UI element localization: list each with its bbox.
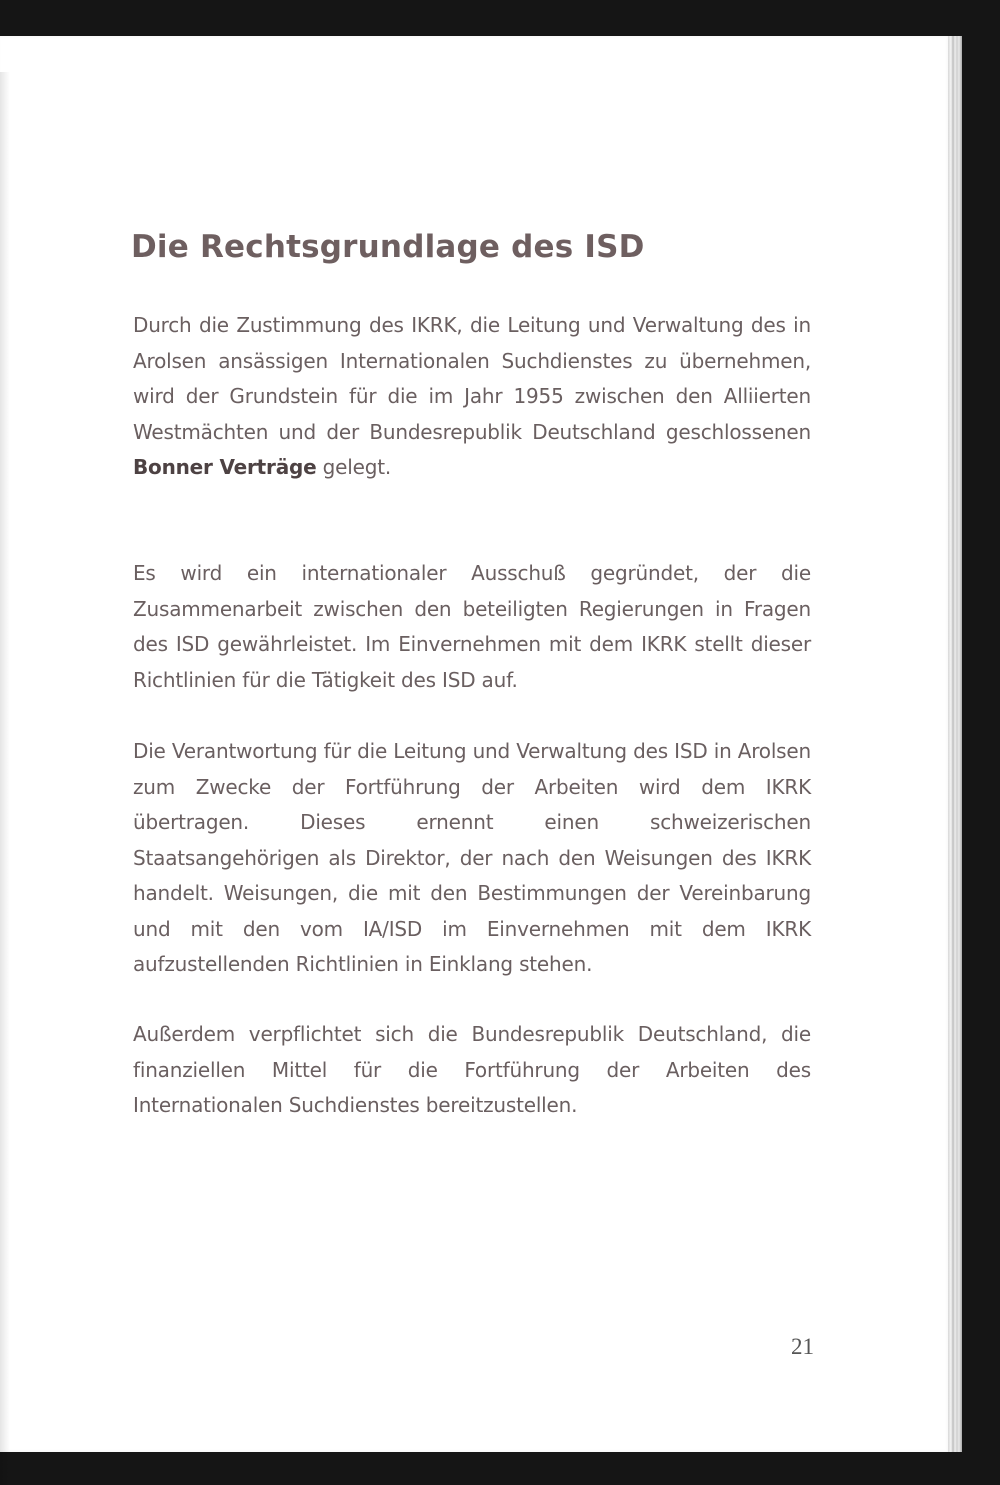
paragraph-responsibility: Die Verantwortung für die Leitung und Verwaltung des ISD in Arolsen zum Zwecke der Fortführung der Arbeiten wird dem IKRK übertragen. Dieses ernennt einen schweizerischen Staatsangehörigen als Direktor, der nach den Weisungen des IKRK handelt. Weisungen, die mit den Bestimmungen der Vereinbarung und mit den vom IA/ISD im Einvernehmen mit dem IKRK aufzustellenden Richtlinien in Einklang stehen. [133, 739, 811, 976]
paragraph-1-text: Durch die Zustimmung des IKRK, die Leitung und Verwaltung des in Arolsen ansässigen Internationalen Suchdienstes zu übernehmen, wird der Grundstein für die im Jahr 1955 zwischen den Alliierten Westmächten und der Bundesrepublik Deutschland geschlossenen [133, 313, 811, 444]
bold-treaty-name: Bonner Verträge [133, 455, 317, 479]
document-page [0, 36, 950, 1452]
paragraph-legal-basis [133, 308, 811, 486]
paragraph-committee: Es wird ein internationaler Ausschuß gegründet, der die Zusammenarbeit zwischen den beteiligten Regierungen in Fragen des ISD gewährleistet. Im Einvernehmen mit dem IKRK stellt dieser Richtlinien für die Tätigkeit des ISD auf. [133, 561, 811, 692]
page-number: 21 [791, 1334, 814, 1359]
section-heading: Die Rechtsgrundlage des ISD [131, 229, 645, 265]
paragraph-1-ending: gelegt. [322, 455, 391, 479]
gutter-shadow [0, 72, 10, 1485]
page-stack-edge [948, 36, 962, 1452]
paragraph-funding: Außerdem verpflichtet sich die Bundesrepublik Deutschland, die finanziellen Mittel für die Fortführung der Arbeiten des Internationalen Suchdienstes bereitzustellen. [133, 1022, 811, 1117]
